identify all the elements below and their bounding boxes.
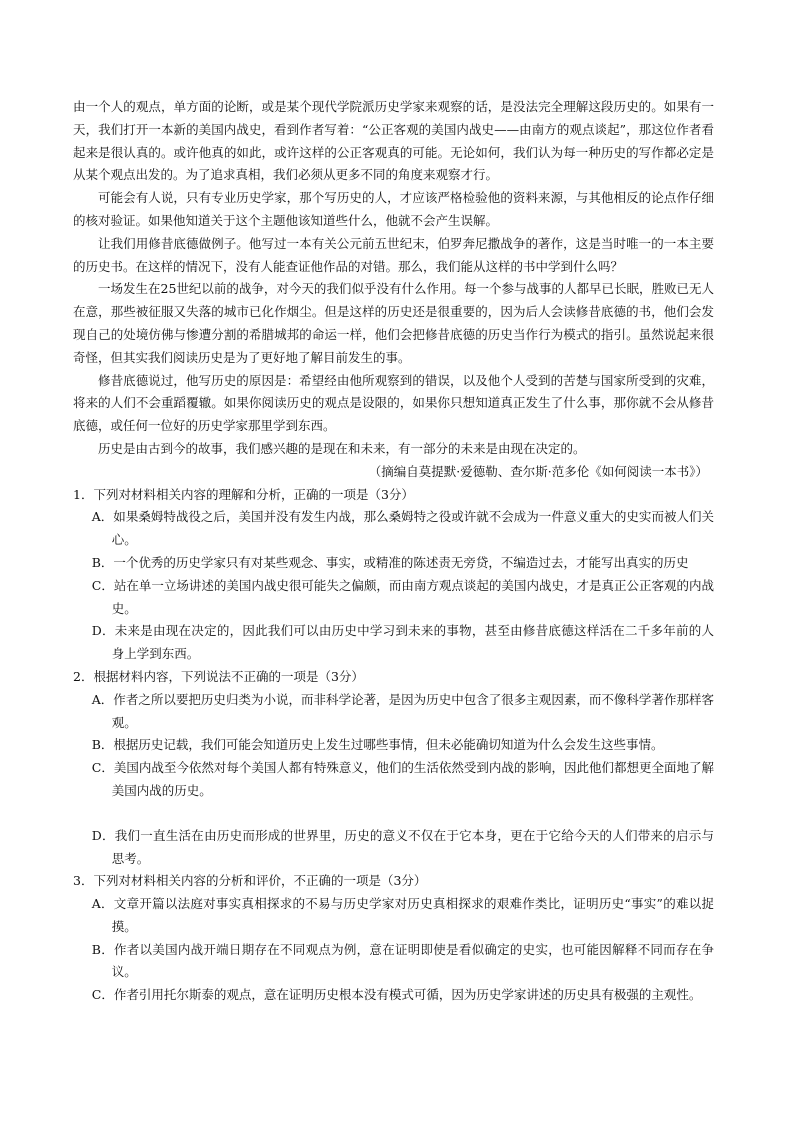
reading-passage: [73, 96, 714, 484]
passage-paragraph: 历史是由古到今的故事，我们感兴趣的是现在和未来，有一部分的未来是由现在决定的。: [98, 440, 586, 456]
question-option: B．作者以美国内战开端日期存在不同观点为例，意在证明即使是看似确定的史实，也可能因解释不同而存在争议。: [91, 941, 714, 980]
question-option: B．根据历史记载，我们可能会知道历史上发生过哪些事情，但未必能确切知道为什么会发生这些事情。: [91, 737, 664, 753]
question-stem: 1．下列对材料相关内容的理解和分析，正确的一项是（3分）: [73, 486, 414, 502]
question-stem: 2．根据材料内容，下列说法不正确的一项是（3分）: [73, 668, 364, 684]
question-option: A．作者之所以要把历史归类为小说，而非科学论著，是因为历史中包含了很多主观因素，而不像科学著作那样客观。: [91, 691, 714, 730]
question-3: [73, 870, 714, 1007]
question-1: [73, 484, 714, 666]
passage-paragraph: 由一个人的观点，单方面的论断，或是某个现代学院派历史学家来观察的话，是没法完全理解这段历史的。如果有一天，我们打开一本新的美国内战史，看到作者写着：“公正客观的美国内战史——由南方的观点谈起”，那这位作者看起来是很认真的。或许他真的如此，或许这样的公正客观真的可能。无论如何，我们认为每一种历史的写作都必定是从某个观点出发的。为了追求真相，我们必须从更多不同的角度来观察才行。: [73, 99, 714, 183]
question-option: C．作者引用托尔斯泰的观点，意在证明历史根本没有模式可循，因为历史学家讲述的历史具有极强的主观性。: [91, 987, 702, 1003]
question-stem: 3．下列对材料相关内容的分析和评价，不正确的一项是（3分）: [73, 873, 427, 889]
passage-paragraph: 让我们用修昔底德做例子。他写过一本有关公元前五世纪末，伯罗奔尼撒战争的著作，这是当时唯一的一本主要的历史书。在这样的情况下，没有人能查证他作品的对错。那么，我们能从这样的书中学到什么吗？: [73, 235, 714, 274]
blank-spacer: [73, 803, 714, 825]
passage-source: （摘编自莫提默·爱德勒、查尔斯·范多伦《如何阅读一本书》）: [368, 463, 708, 479]
question-option: D．未来是由现在决定的，因此我们可以由历史中学习到未来的事物，甚至由修昔底德这样活在二千多年前的人身上学到东西。: [91, 623, 714, 662]
question-option: D．我们一直生活在由历史而形成的世界里，历史的意义不仅在于它本身，更在于它给今天的人们带来的启示与思考。: [91, 827, 714, 866]
question-option: B．一个优秀的历史学家只有对某些观念、事实，或精准的陈述责无旁贷，不编造过去，才能写出真实的历史: [91, 554, 689, 570]
question-option: A．如果桑姆特战役之后，美国并没有发生内战，那么桑姆特之役或许就不会成为一件意义重大的史实而被人们关心。: [91, 509, 714, 548]
question-option: C．站在单一立场讲述的美国内战史很可能失之偏颇，而由南方观点谈起的美国内战史，才是真正公正客观的内战史。: [91, 577, 714, 616]
passage-paragraph: 修昔底德说过，他写历史的原因是：希望经由他所观察到的错误，以及他个人受到的苦楚与国家所受到的灾难，将来的人们不会重蹈覆辙。如果你阅读历史的观点是设限的，如果你只想知道真正发生了什么事，那你就不会从修昔底德，或任何一位好的历史学家那里学到东西。: [73, 372, 714, 434]
question-option: C．美国内战至今依然对每个美国人都有特殊意义，他们的生活依然受到内战的影响，因此他们都想更全面地了解美国内战的历史。: [91, 760, 714, 798]
passage-paragraph: 可能会有人说，只有专业历史学家，那个写历史的人，才应该严格检验他的资料来源，与其他相反的论点作仔细的核对验证。如果他知道关于这个主题他该知道些什么，他就不会产生误解。: [73, 190, 714, 228]
passage-paragraph: 一场发生在25世纪以前的战争，对今天的我们似乎没有什么作用。每一个参与战事的人都早已长眠，胜败已无人在意，那些被征服又失落的城市已化作烟尘。但是这样的历史还是很重要的，因为后人会读修昔底德的书，他们会发现自己的处境仿佛与惨遭分割的希腊城邦的命运一样，他们会把修昔底德的历史当作行为模式的指引。虽然说起来很奇怪，但其实我们阅读历史是为了更好地了解目前发生的事。: [73, 281, 714, 365]
question-option: A．文章开篇以法庭对事实真相探求的不易与历史学家对历史真相探求的艰难作类比，证明历史“事实”的难以捉摸。: [91, 896, 714, 934]
question-2: [73, 666, 714, 870]
